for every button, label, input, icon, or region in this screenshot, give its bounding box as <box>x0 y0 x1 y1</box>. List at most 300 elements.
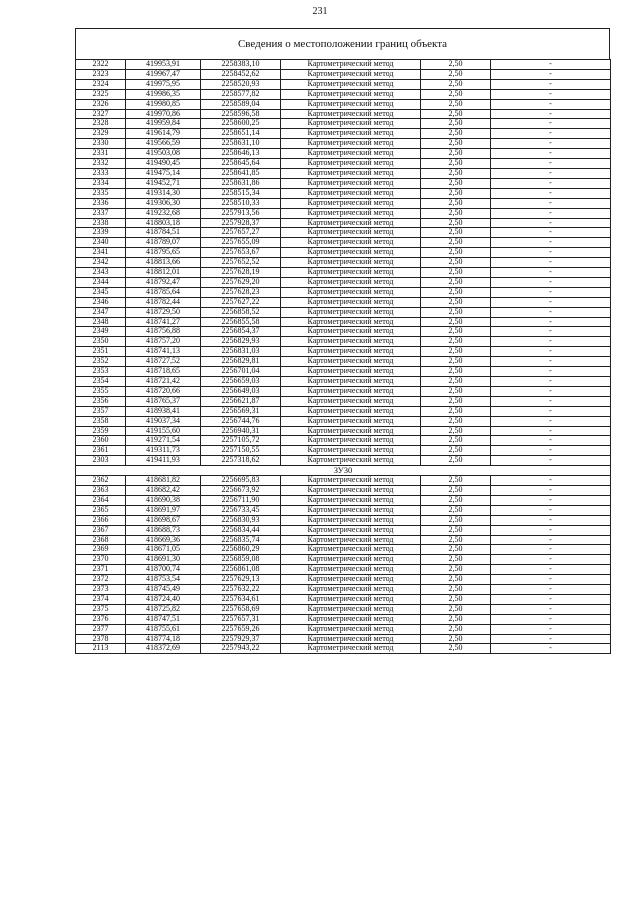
description-cell: - <box>491 188 611 198</box>
method-cell: Картометрический метод <box>281 149 421 159</box>
point-number-cell: 2367 <box>76 525 126 535</box>
description-cell: - <box>491 575 611 585</box>
description-cell: - <box>491 456 611 466</box>
y-coordinate-cell: 2257913,56 <box>201 208 281 218</box>
description-cell: - <box>491 555 611 565</box>
x-coordinate-cell: 419411,93 <box>126 456 201 466</box>
x-coordinate-cell: 418690,38 <box>126 495 201 505</box>
table-row <box>76 644 611 654</box>
y-coordinate-cell: 2256829,81 <box>201 357 281 367</box>
precision-cell: 2,50 <box>421 238 491 248</box>
table-row <box>76 248 611 258</box>
table-row <box>76 129 611 139</box>
y-coordinate-cell: 2256854,37 <box>201 327 281 337</box>
x-coordinate-cell: 419475,14 <box>126 168 201 178</box>
y-coordinate-cell: 2257658,69 <box>201 604 281 614</box>
x-coordinate-cell: 419311,73 <box>126 446 201 456</box>
point-number-cell: 2349 <box>76 327 126 337</box>
table-row <box>76 69 611 79</box>
precision-cell: 2,50 <box>421 248 491 258</box>
method-cell: Картометрический метод <box>281 307 421 317</box>
table-row <box>76 426 611 436</box>
x-coordinate-cell: 418792,47 <box>126 277 201 287</box>
x-coordinate-cell: 418741,27 <box>126 317 201 327</box>
precision-cell: 2,50 <box>421 109 491 119</box>
precision-cell: 2,50 <box>421 485 491 495</box>
x-coordinate-cell: 419452,71 <box>126 178 201 188</box>
x-coordinate-cell: 418682,42 <box>126 485 201 495</box>
precision-cell: 2,50 <box>421 258 491 268</box>
x-coordinate-cell: 419037,34 <box>126 416 201 426</box>
precision-cell: 2,50 <box>421 555 491 565</box>
point-number-cell: 2365 <box>76 505 126 515</box>
y-coordinate-cell: 2258651,14 <box>201 129 281 139</box>
precision-cell: 2,50 <box>421 505 491 515</box>
table-row <box>76 396 611 406</box>
description-cell: - <box>491 446 611 456</box>
precision-cell: 2,50 <box>421 149 491 159</box>
method-cell: Картометрический метод <box>281 129 421 139</box>
y-coordinate-cell: 2257943,22 <box>201 644 281 654</box>
y-coordinate-cell: 2256649,03 <box>201 386 281 396</box>
x-coordinate-cell: 418785,64 <box>126 287 201 297</box>
y-coordinate-cell: 2257659,26 <box>201 624 281 634</box>
table-row <box>76 79 611 89</box>
point-number-cell: 2303 <box>76 456 126 466</box>
x-coordinate-cell: 418795,65 <box>126 248 201 258</box>
precision-cell: 2,50 <box>421 159 491 169</box>
method-cell: Картометрический метод <box>281 634 421 644</box>
x-coordinate-cell: 418729,50 <box>126 307 201 317</box>
description-cell: - <box>491 248 611 258</box>
y-coordinate-cell: 2258641,85 <box>201 168 281 178</box>
x-coordinate-cell: 418756,88 <box>126 327 201 337</box>
description-cell: - <box>491 357 611 367</box>
precision-cell: 2,50 <box>421 347 491 357</box>
y-coordinate-cell: 2258589,04 <box>201 99 281 109</box>
y-coordinate-cell: 2256940,31 <box>201 426 281 436</box>
table-row <box>76 555 611 565</box>
precision-cell: 2,50 <box>421 476 491 486</box>
table-row <box>76 159 611 169</box>
point-number-cell: 2360 <box>76 436 126 446</box>
y-coordinate-cell: 2257652,52 <box>201 258 281 268</box>
description-cell: - <box>491 60 611 70</box>
y-coordinate-cell: 2256860,29 <box>201 545 281 555</box>
precision-cell: 2,50 <box>421 178 491 188</box>
x-coordinate-cell: 418700,74 <box>126 565 201 575</box>
y-coordinate-cell: 2256695,83 <box>201 476 281 486</box>
description-cell: - <box>491 644 611 654</box>
description-cell: - <box>491 565 611 575</box>
x-coordinate-cell: 419953,91 <box>126 60 201 70</box>
x-coordinate-cell: 418755,61 <box>126 624 201 634</box>
x-coordinate-cell: 418671,05 <box>126 545 201 555</box>
description-cell: - <box>491 495 611 505</box>
y-coordinate-cell: 2257928,37 <box>201 218 281 228</box>
precision-cell: 2,50 <box>421 416 491 426</box>
table-row <box>76 575 611 585</box>
point-number-cell: 2113 <box>76 644 126 654</box>
description-cell: - <box>491 228 611 238</box>
table-row <box>76 495 611 505</box>
description-cell: - <box>491 545 611 555</box>
description-cell: - <box>491 604 611 614</box>
point-number-cell: 2331 <box>76 149 126 159</box>
x-coordinate-cell: 419566,59 <box>126 139 201 149</box>
table-row <box>76 347 611 357</box>
precision-cell: 2,50 <box>421 386 491 396</box>
precision-cell: 2,50 <box>421 426 491 436</box>
precision-cell: 2,50 <box>421 327 491 337</box>
precision-cell: 2,50 <box>421 168 491 178</box>
precision-cell: 2,50 <box>421 624 491 634</box>
point-number-cell: 2356 <box>76 396 126 406</box>
precision-cell: 2,50 <box>421 545 491 555</box>
method-cell: Картометрический метод <box>281 238 421 248</box>
table-row <box>76 268 611 278</box>
precision-cell: 2,50 <box>421 594 491 604</box>
x-coordinate-cell: 418688,73 <box>126 525 201 535</box>
method-cell: Картометрический метод <box>281 525 421 535</box>
y-coordinate-cell: 2256855,58 <box>201 317 281 327</box>
table-row <box>76 109 611 119</box>
point-number-cell: 2359 <box>76 426 126 436</box>
table-header-title: Сведения о местоположении границ объекта <box>237 38 448 50</box>
x-coordinate-cell: 418745,49 <box>126 585 201 595</box>
table-row <box>76 386 611 396</box>
table-row <box>76 228 611 238</box>
x-coordinate-cell: 418725,82 <box>126 604 201 614</box>
table-row <box>76 218 611 228</box>
point-number-cell: 2345 <box>76 287 126 297</box>
precision-cell: 2,50 <box>421 495 491 505</box>
table-row <box>76 317 611 327</box>
description-cell: - <box>491 159 611 169</box>
precision-cell: 2,50 <box>421 297 491 307</box>
table-row <box>76 327 611 337</box>
section-row-group <box>76 466 611 476</box>
point-number-cell: 2348 <box>76 317 126 327</box>
method-cell: Картометрический метод <box>281 198 421 208</box>
description-cell: - <box>491 258 611 268</box>
x-coordinate-cell: 418724,40 <box>126 594 201 604</box>
table-row <box>76 297 611 307</box>
description-cell: - <box>491 149 611 159</box>
point-number-cell: 2376 <box>76 614 126 624</box>
method-cell: Картометрический метод <box>281 357 421 367</box>
point-number-cell: 2337 <box>76 208 126 218</box>
method-cell: Картометрический метод <box>281 644 421 654</box>
method-cell: Картометрический метод <box>281 535 421 545</box>
description-cell: - <box>491 505 611 515</box>
precision-cell: 2,50 <box>421 69 491 79</box>
boundary-table-sheet <box>75 28 610 654</box>
y-coordinate-cell: 2257105,72 <box>201 436 281 446</box>
method-cell: Картометрический метод <box>281 327 421 337</box>
precision-cell: 2,50 <box>421 367 491 377</box>
method-cell: Картометрический метод <box>281 367 421 377</box>
precision-cell: 2,50 <box>421 228 491 238</box>
x-coordinate-cell: 418757,20 <box>126 337 201 347</box>
table-row <box>76 89 611 99</box>
y-coordinate-cell: 2257150,55 <box>201 446 281 456</box>
point-number-cell: 2339 <box>76 228 126 238</box>
precision-cell: 2,50 <box>421 525 491 535</box>
y-coordinate-cell: 2257629,20 <box>201 277 281 287</box>
point-number-cell: 2353 <box>76 367 126 377</box>
table-row <box>76 139 611 149</box>
table-row <box>76 287 611 297</box>
method-cell: Картометрический метод <box>281 456 421 466</box>
y-coordinate-cell: 2258452,62 <box>201 69 281 79</box>
x-coordinate-cell: 418774,18 <box>126 634 201 644</box>
table-row <box>76 307 611 317</box>
method-cell: Картометрический метод <box>281 594 421 604</box>
description-cell: - <box>491 426 611 436</box>
x-coordinate-cell: 419959,84 <box>126 119 201 129</box>
y-coordinate-cell: 2257657,27 <box>201 228 281 238</box>
description-cell: - <box>491 178 611 188</box>
y-coordinate-cell: 2257929,37 <box>201 634 281 644</box>
x-coordinate-cell: 419314,30 <box>126 188 201 198</box>
point-number-cell: 2344 <box>76 277 126 287</box>
precision-cell: 2,50 <box>421 377 491 387</box>
y-coordinate-cell: 2256834,44 <box>201 525 281 535</box>
y-coordinate-cell: 2258383,10 <box>201 60 281 70</box>
y-coordinate-cell: 2258631,10 <box>201 139 281 149</box>
x-coordinate-cell: 419970,86 <box>126 109 201 119</box>
x-coordinate-cell: 418753,54 <box>126 575 201 585</box>
method-cell: Картометрический метод <box>281 69 421 79</box>
precision-cell: 2,50 <box>421 446 491 456</box>
point-number-cell: 2332 <box>76 159 126 169</box>
precision-cell: 2,50 <box>421 604 491 614</box>
point-number-cell: 2322 <box>76 60 126 70</box>
method-cell: Картометрический метод <box>281 446 421 456</box>
table-row <box>76 535 611 545</box>
description-cell: - <box>491 535 611 545</box>
table-row <box>76 208 611 218</box>
method-cell: Картометрический метод <box>281 575 421 585</box>
description-cell: - <box>491 218 611 228</box>
point-number-cell: 2364 <box>76 495 126 505</box>
description-cell: - <box>491 287 611 297</box>
method-cell: Картометрический метод <box>281 60 421 70</box>
table-row <box>76 456 611 466</box>
table-row <box>76 476 611 486</box>
point-number-cell: 2329 <box>76 129 126 139</box>
table-row <box>76 604 611 614</box>
y-coordinate-cell: 2257628,23 <box>201 287 281 297</box>
method-cell: Картометрический метод <box>281 377 421 387</box>
coordinates-table <box>75 59 611 654</box>
point-number-cell: 2325 <box>76 89 126 99</box>
point-number-cell: 2347 <box>76 307 126 317</box>
precision-cell: 2,50 <box>421 188 491 198</box>
y-coordinate-cell: 2258577,82 <box>201 89 281 99</box>
method-cell: Картометрический метод <box>281 495 421 505</box>
precision-cell: 2,50 <box>421 268 491 278</box>
y-coordinate-cell: 2258515,34 <box>201 188 281 198</box>
point-number-cell: 2370 <box>76 555 126 565</box>
point-number-cell: 2366 <box>76 515 126 525</box>
precision-cell: 2,50 <box>421 99 491 109</box>
method-cell: Картометрический метод <box>281 287 421 297</box>
precision-cell: 2,50 <box>421 535 491 545</box>
point-number-cell: 2338 <box>76 218 126 228</box>
description-cell: - <box>491 317 611 327</box>
description-cell: - <box>491 594 611 604</box>
precision-cell: 2,50 <box>421 644 491 654</box>
y-coordinate-cell: 2258510,33 <box>201 198 281 208</box>
point-number-cell: 2352 <box>76 357 126 367</box>
description-cell: - <box>491 79 611 89</box>
point-number-cell: 2343 <box>76 268 126 278</box>
y-coordinate-cell: 2257627,22 <box>201 297 281 307</box>
y-coordinate-cell: 2256744,76 <box>201 416 281 426</box>
method-cell: Картометрический метод <box>281 79 421 89</box>
y-coordinate-cell: 2256711,90 <box>201 495 281 505</box>
precision-cell: 2,50 <box>421 198 491 208</box>
x-coordinate-cell: 418372,69 <box>126 644 201 654</box>
description-cell: - <box>491 585 611 595</box>
method-cell: Картометрический метод <box>281 347 421 357</box>
x-coordinate-cell: 419614,79 <box>126 129 201 139</box>
table-row <box>76 406 611 416</box>
method-cell: Картометрический метод <box>281 515 421 525</box>
y-coordinate-cell: 2256673,92 <box>201 485 281 495</box>
method-cell: Картометрический метод <box>281 614 421 624</box>
point-number-cell: 2350 <box>76 337 126 347</box>
description-cell: - <box>491 337 611 347</box>
precision-cell: 2,50 <box>421 307 491 317</box>
method-cell: Картометрический метод <box>281 337 421 347</box>
description-cell: - <box>491 416 611 426</box>
x-coordinate-cell: 418747,51 <box>126 614 201 624</box>
description-cell: - <box>491 109 611 119</box>
y-coordinate-cell: 2257632,22 <box>201 585 281 595</box>
precision-cell: 2,50 <box>421 218 491 228</box>
table-row <box>76 485 611 495</box>
description-cell: - <box>491 129 611 139</box>
method-cell: Картометрический метод <box>281 297 421 307</box>
table-row <box>76 436 611 446</box>
description-cell: - <box>491 139 611 149</box>
point-number-cell: 2330 <box>76 139 126 149</box>
method-cell: Картометрический метод <box>281 317 421 327</box>
y-coordinate-cell: 2258600,25 <box>201 119 281 129</box>
description-cell: - <box>491 515 611 525</box>
x-coordinate-cell: 419232,68 <box>126 208 201 218</box>
point-number-cell: 2335 <box>76 188 126 198</box>
method-cell: Картометрический метод <box>281 624 421 634</box>
x-coordinate-cell: 418789,07 <box>126 238 201 248</box>
method-cell: Картометрический метод <box>281 555 421 565</box>
point-number-cell: 2328 <box>76 119 126 129</box>
precision-cell: 2,50 <box>421 287 491 297</box>
method-cell: Картометрический метод <box>281 277 421 287</box>
point-number-cell: 2340 <box>76 238 126 248</box>
method-cell: Картометрический метод <box>281 485 421 495</box>
y-coordinate-cell: 2256701,04 <box>201 367 281 377</box>
x-coordinate-cell: 418669,36 <box>126 535 201 545</box>
point-number-cell: 2333 <box>76 168 126 178</box>
y-coordinate-cell: 2257629,13 <box>201 575 281 585</box>
point-number-cell: 2346 <box>76 297 126 307</box>
y-coordinate-cell: 2256569,31 <box>201 406 281 416</box>
x-coordinate-cell: 418698,67 <box>126 515 201 525</box>
x-coordinate-cell: 419975,95 <box>126 79 201 89</box>
table-row <box>76 585 611 595</box>
method-cell: Картометрический метод <box>281 585 421 595</box>
table-row <box>76 99 611 109</box>
x-coordinate-cell: 419980,85 <box>126 99 201 109</box>
point-number-cell: 2369 <box>76 545 126 555</box>
method-cell: Картометрический метод <box>281 436 421 446</box>
x-coordinate-cell: 419306,30 <box>126 198 201 208</box>
table-row <box>76 614 611 624</box>
description-cell: - <box>491 347 611 357</box>
point-number-cell: 2334 <box>76 178 126 188</box>
x-coordinate-cell: 418681,82 <box>126 476 201 486</box>
y-coordinate-cell: 2257628,19 <box>201 268 281 278</box>
method-cell: Картометрический метод <box>281 139 421 149</box>
description-cell: - <box>491 386 611 396</box>
point-number-cell: 2357 <box>76 406 126 416</box>
method-cell: Картометрический метод <box>281 604 421 614</box>
x-coordinate-cell: 418691,97 <box>126 505 201 515</box>
method-cell: Картометрический метод <box>281 178 421 188</box>
method-cell: Картометрический метод <box>281 119 421 129</box>
point-number-cell: 2327 <box>76 109 126 119</box>
point-number-cell: 2371 <box>76 565 126 575</box>
y-coordinate-cell: 2257657,31 <box>201 614 281 624</box>
method-cell: Картометрический метод <box>281 258 421 268</box>
method-cell: Картометрический метод <box>281 99 421 109</box>
y-coordinate-cell: 2256859,08 <box>201 555 281 565</box>
description-cell: - <box>491 168 611 178</box>
precision-cell: 2,50 <box>421 317 491 327</box>
y-coordinate-cell: 2256835,74 <box>201 535 281 545</box>
description-cell: - <box>491 525 611 535</box>
table-row <box>76 198 611 208</box>
point-number-cell: 2355 <box>76 386 126 396</box>
x-coordinate-cell: 418938,41 <box>126 406 201 416</box>
x-coordinate-cell: 418782,44 <box>126 297 201 307</box>
point-number-cell: 2374 <box>76 594 126 604</box>
y-coordinate-cell: 2258631,86 <box>201 178 281 188</box>
table-row <box>76 337 611 347</box>
point-number-cell: 2326 <box>76 99 126 109</box>
description-cell: - <box>491 307 611 317</box>
x-coordinate-cell: 418720,66 <box>126 386 201 396</box>
precision-cell: 2,50 <box>421 614 491 624</box>
x-coordinate-cell: 418727,52 <box>126 357 201 367</box>
description-cell: - <box>491 406 611 416</box>
method-cell: Картометрический метод <box>281 406 421 416</box>
method-cell: Картометрический метод <box>281 109 421 119</box>
description-cell: - <box>491 327 611 337</box>
description-cell: - <box>491 268 611 278</box>
method-cell: Картометрический метод <box>281 218 421 228</box>
method-cell: Картометрический метод <box>281 505 421 515</box>
precision-cell: 2,50 <box>421 139 491 149</box>
precision-cell: 2,50 <box>421 119 491 129</box>
y-coordinate-cell: 2258645,64 <box>201 159 281 169</box>
y-coordinate-cell: 2257653,67 <box>201 248 281 258</box>
description-cell: - <box>491 396 611 406</box>
